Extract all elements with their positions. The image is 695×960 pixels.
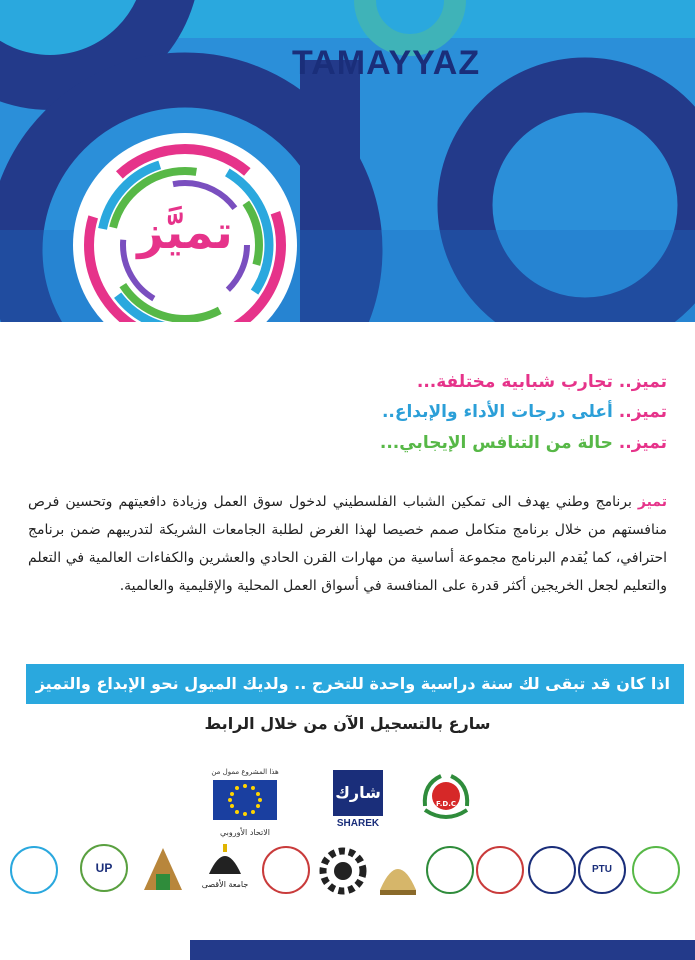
university-logo-6 [318, 846, 368, 896]
university-logo-1 [10, 846, 58, 894]
description-keyword: تميز [637, 494, 667, 510]
university-logo-up [80, 844, 128, 892]
university-logo-7 [372, 846, 424, 898]
aqsa-dome-icon [205, 842, 245, 876]
description-text: برنامج وطني يهدف الى تمكين الشباب الفلسطيني لدخول سوق العمل وزيادة دافعيتهم وتحسين فرص منافستهم من خلال برنامج متكامل صمم خصيصا لهذا الغرض لطلبة الجامعات الشريكة لتدريبهم ضمن برنامج احترافي، كما يُقدم البرنامج مجموعة أساسية من مهارات القرن الحادي والعشرين والكفاءات العالمية في التعلم والتعليم لجعل الخريجين أكثر قدرة على المنافسة في أسواق العمل المحلية والإقليمية والعالمية. [28, 494, 667, 594]
slogan-keyword: تميز.. [618, 433, 667, 453]
eu-flag-icon [205, 776, 285, 824]
ptu-label: PTU [592, 864, 612, 875]
fdc-label: F.D.C [435, 800, 457, 808]
mosque-dome-icon [372, 846, 424, 898]
footer-bar [190, 940, 695, 960]
eu-caption-top: هذا المشروع ممول من [211, 768, 279, 776]
fdc-emblem-icon [415, 766, 477, 830]
university-logo-9 [476, 846, 524, 894]
slogan-text: حالة من التنافس الإيجابي... [379, 433, 619, 453]
university-logo-3 [138, 844, 188, 894]
university-logo-aqsa [198, 842, 252, 898]
slogan-keyword: تميز.. [618, 372, 667, 392]
slogan-2 [382, 402, 667, 422]
sharek-label: SHAREK [336, 818, 380, 829]
eligibility-banner: اذا كان قد تبقى لك سنة دراسية واحدة للتخرج .. ولديك الميول نحو الإبداع والتميز [26, 664, 684, 704]
register-cta[interactable]: سارع بالتسجيل الآن من خلال الرابط [204, 714, 491, 733]
university-logo-12 [632, 846, 680, 894]
up-label: UP [95, 861, 113, 875]
university-logo-5 [262, 846, 310, 894]
sharek-mark: شارك [333, 770, 383, 816]
slogan-keyword: تميز.. [618, 402, 667, 422]
university-logo-10 [528, 846, 576, 894]
university-logo-ptu [578, 846, 626, 894]
eu-logo [205, 768, 285, 837]
university-logo-8 [426, 846, 474, 894]
logo-wordmark: تميَّز [137, 205, 233, 259]
brand-latin: TAMAYYAZ [292, 44, 481, 82]
program-description [28, 488, 667, 600]
university-crest-icon [138, 844, 188, 894]
fdc-logo [415, 766, 477, 830]
sharek-logo [330, 770, 386, 829]
aqsa-label: جامعة الأقصى [201, 880, 249, 889]
sponsor-logos [0, 760, 695, 840]
slogan-text: تجارب شبابية مختلفة... [416, 372, 619, 392]
slogan-1 [417, 372, 667, 392]
eu-caption: الاتحاد الأوروبي [220, 828, 270, 837]
university-logos [0, 838, 695, 908]
slogan-3 [380, 433, 667, 453]
gear-icon [318, 846, 368, 896]
slogan-text: أعلى درجات الأداء والإبداع.. [381, 402, 619, 422]
